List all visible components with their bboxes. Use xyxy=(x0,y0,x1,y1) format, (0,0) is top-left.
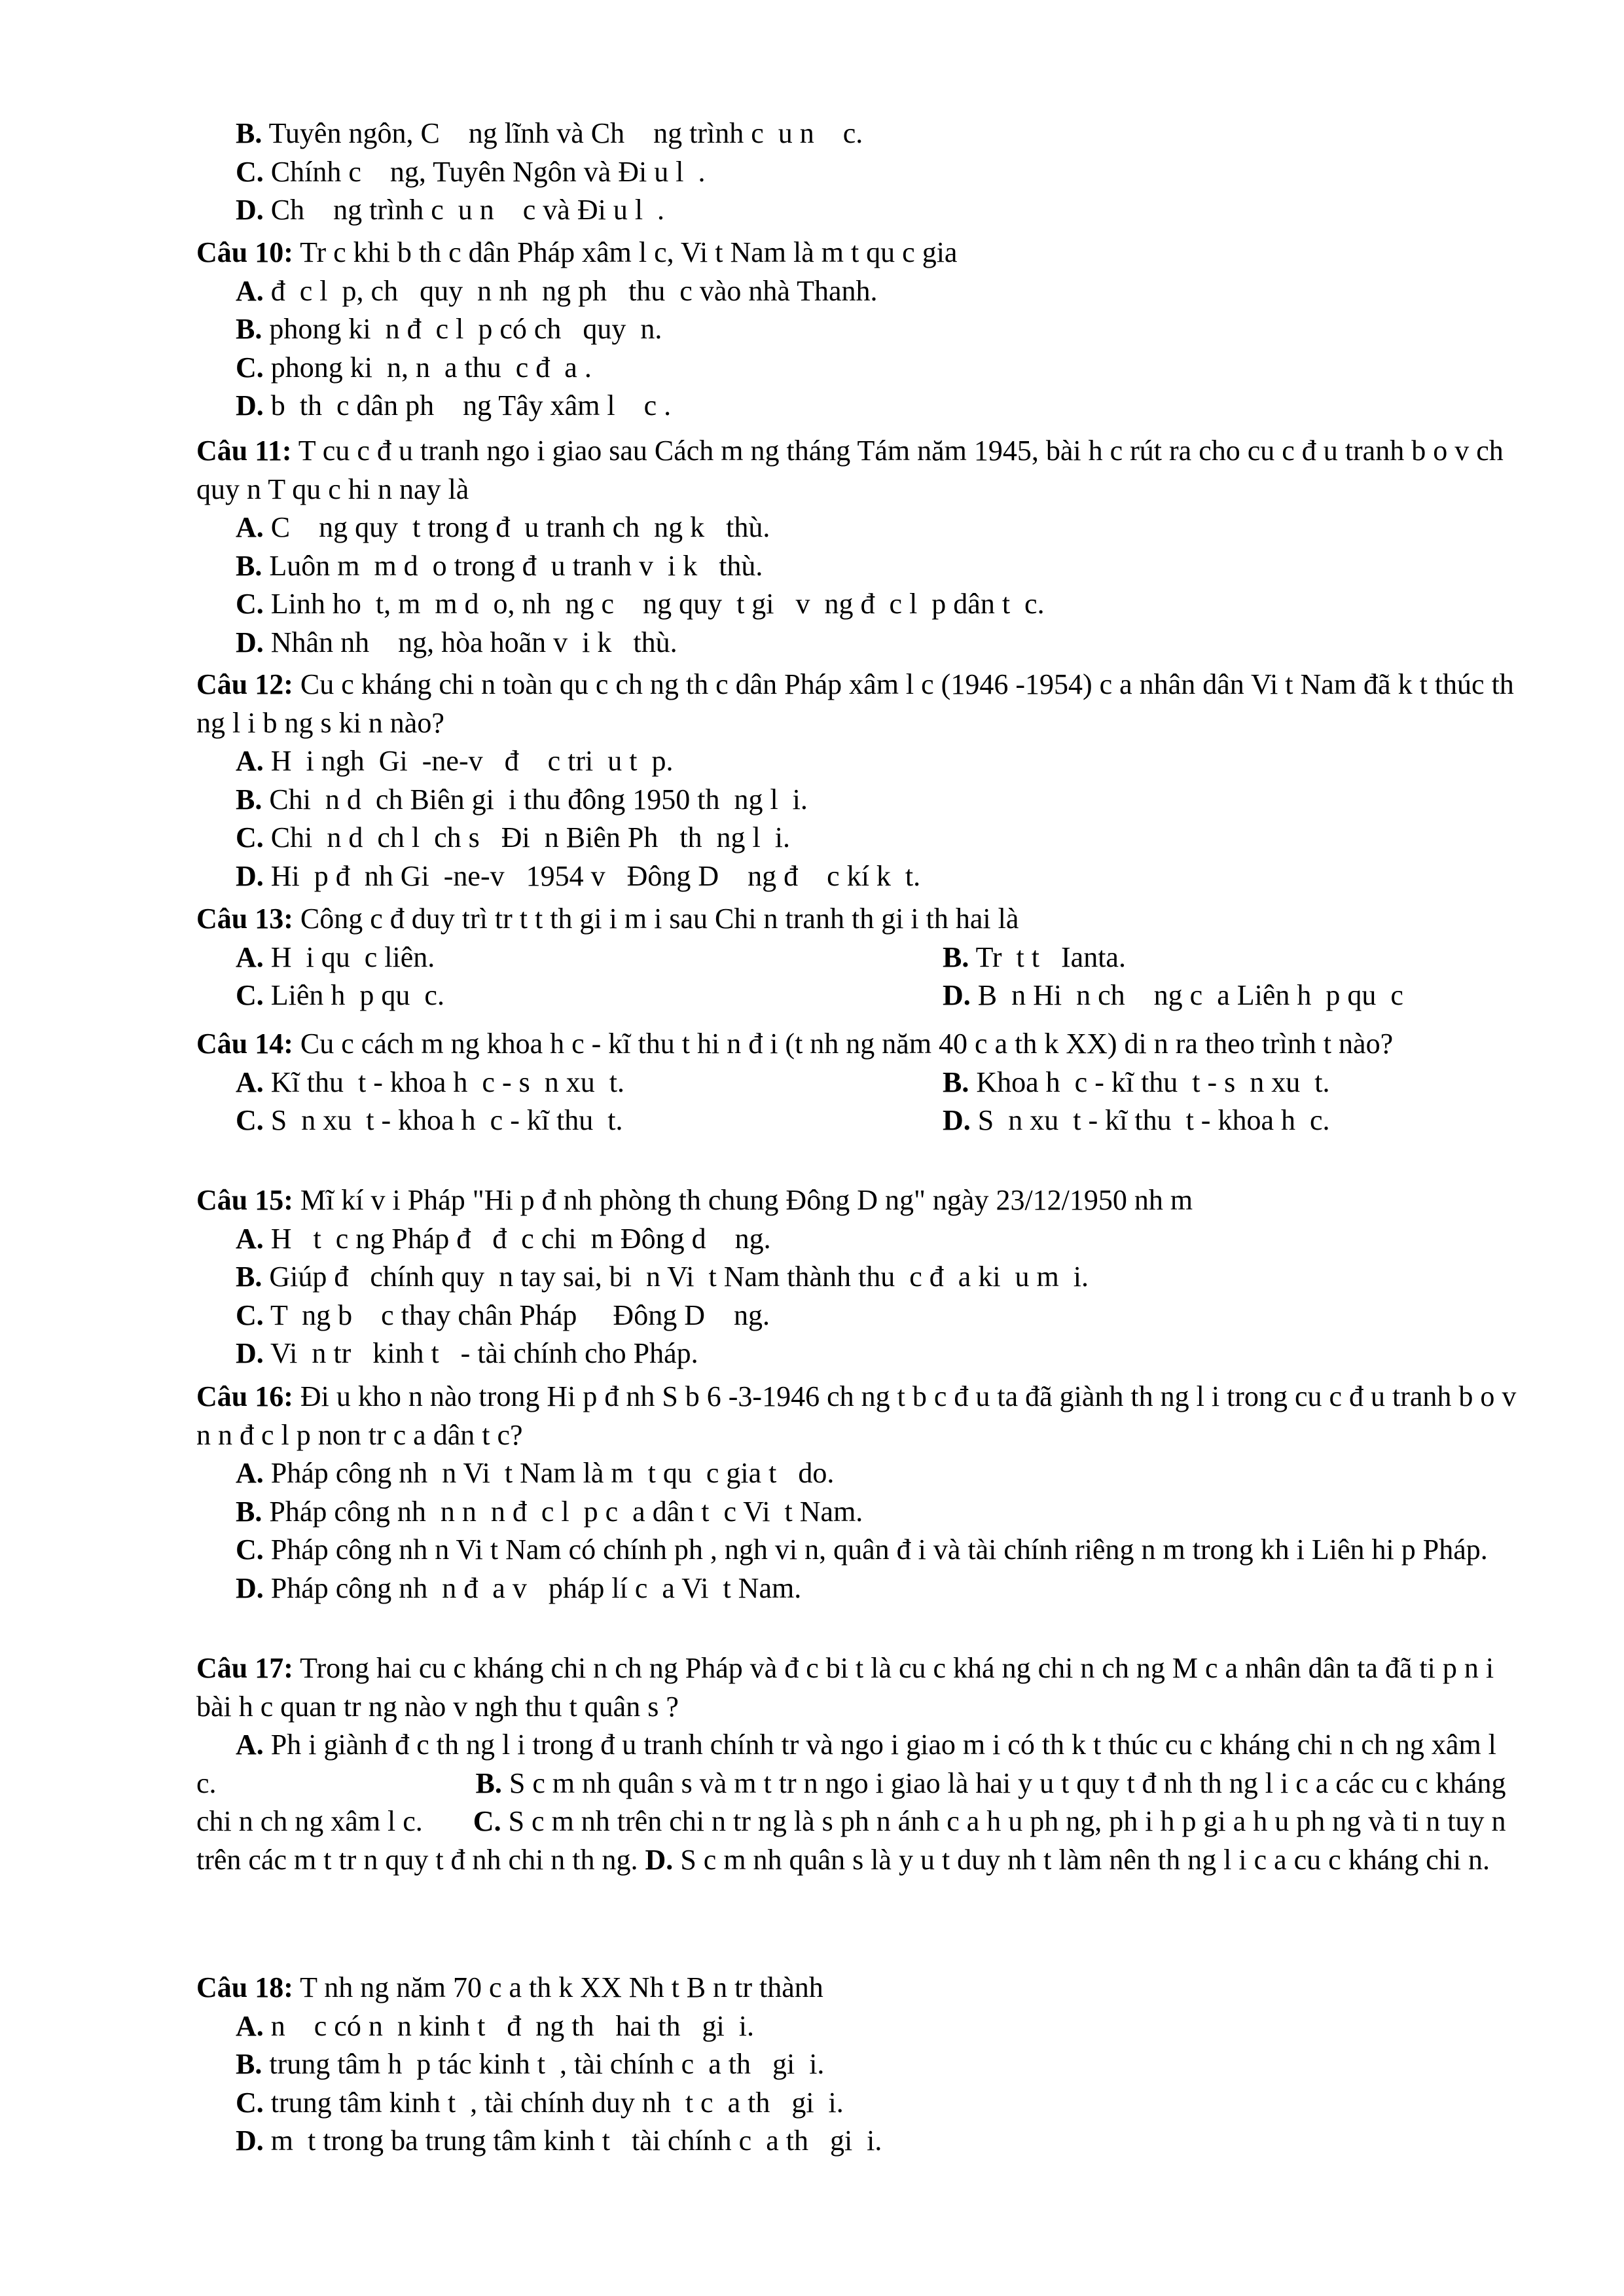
question-label: Câu 15: xyxy=(196,1184,293,1216)
option-text: B n Hi n ch ng c a Liên h p qu c xyxy=(977,979,1403,1011)
question-17 xyxy=(196,1649,1519,1879)
option-text: Tr t t Ianta. xyxy=(975,941,1126,973)
option-text: Pháp công nh n Vi t Nam có chính ph , ngh vi n, quân đ i và tài chính riêng n m trong kh i Liên hi p Pháp. xyxy=(270,1534,1488,1566)
option-label: D. xyxy=(943,979,971,1011)
option-text: S c m nh quân s và m t tr n ngo i giao là hai y u t quy t đ nh th ng l i c a các cu c kháng chi n ch ng xâm l c. xyxy=(196,1767,1506,1837)
option-text: Nhân nh ng, hòa hoãn v i k thù. xyxy=(270,626,677,658)
option-label: A. xyxy=(236,1729,264,1761)
option-a xyxy=(236,742,1519,781)
option-text: H i ngh Gi -ne-v đ c tri u t p. xyxy=(270,745,674,777)
option-text: S n xu t - kĩ thu t - khoa h c. xyxy=(977,1104,1330,1136)
option-label: B. xyxy=(475,1767,502,1799)
option-d xyxy=(236,1335,1519,1373)
option-label: D. xyxy=(943,1104,971,1136)
option-a xyxy=(236,1220,1519,1259)
option-text: Linh ho t, m m d o, nh ng c ng quy t gi v ng đ c l p dân t c. xyxy=(270,588,1045,620)
question-label: Câu 13: xyxy=(196,903,293,935)
option-text: Vi n tr kinh t - tài chính cho Pháp. xyxy=(270,1337,698,1369)
option-label: B. xyxy=(236,2048,262,2080)
option-label: C. xyxy=(236,155,264,188)
option-label: B. xyxy=(236,1261,262,1293)
option-label: C. xyxy=(236,1104,264,1136)
option-text: n c có n n kinh t đ ng th hai th gi i. xyxy=(270,2009,754,2042)
option-text: C ng quy t trong đ u tranh ch ng k thù. xyxy=(270,511,770,543)
option-label: D. xyxy=(236,389,264,422)
option-label: C. xyxy=(236,351,264,384)
option-text: Ch ng trình c u n c và Đi u l . xyxy=(270,194,665,226)
option-text: Pháp công nh n Vi t Nam là m t qu c gia t do. xyxy=(270,1457,835,1489)
question-text: Trong hai cu c kháng chi n ch ng Pháp và đ c bi t là cu c khá ng chi n ch ng M c a nhân dân ta đã ti p n i bài h c quan tr ng nào v ngh thu t quân s ? xyxy=(196,1652,1494,1723)
option-b xyxy=(236,781,1519,819)
question-stem xyxy=(196,900,1519,939)
option-label: C. xyxy=(236,2086,264,2119)
question-9-option-d xyxy=(236,191,1519,230)
option-text: Giúp đ chính quy n tay sai, bi n Vi t Nam thành thu c đ a ki u m i. xyxy=(269,1261,1089,1293)
question-text: Tr c khi b th c dân Pháp xâm l c, Vi t Nam là m t qu c gia xyxy=(300,236,958,268)
option-label: A. xyxy=(236,941,264,973)
option-label: B. xyxy=(236,549,262,582)
option-label: C. xyxy=(236,1299,264,1331)
option-text: Pháp công nh n n n đ c l p c a dân t c Vi t Nam. xyxy=(269,1495,863,1528)
option-label: D. xyxy=(236,859,264,892)
option-c xyxy=(196,1531,1519,1570)
question-label: Câu 14: xyxy=(196,1028,293,1060)
option-c xyxy=(236,1102,943,1140)
option-label: C. xyxy=(236,979,264,1011)
option-d xyxy=(236,857,1519,896)
option-label: A. xyxy=(236,1066,264,1098)
question-stem xyxy=(196,234,1519,272)
question-13 xyxy=(196,900,1519,1015)
option-b xyxy=(236,1493,1519,1532)
option-text: m t trong ba trung tâm kinh t tài chính c a th gi i. xyxy=(270,2125,882,2157)
option-text: T ng b c thay chân Pháp Đông D ng. xyxy=(270,1299,770,1331)
options-grid xyxy=(236,1064,1519,1140)
question-label: Câu 11: xyxy=(196,435,292,467)
question-label: Câu 10: xyxy=(196,236,293,268)
option-label: D. xyxy=(236,2125,264,2157)
option-c xyxy=(236,2084,1519,2123)
question-label: Câu 17: xyxy=(196,1652,293,1684)
option-b xyxy=(236,310,1519,349)
question-stem xyxy=(196,1649,1519,1726)
question-10 xyxy=(196,234,1519,425)
option-label: B. xyxy=(236,1495,262,1528)
question-text: Cu c kháng chi n toàn qu c ch ng th c dân Pháp xâm l c (1946 -1954) c a nhân dân Vi t Nam đã k t thúc th ng l i b ng s ki n nào? xyxy=(196,668,1514,739)
question-text: Công c đ duy trì tr t t th gi i m i sau Chi n tranh th gi i th hai là xyxy=(300,903,1019,935)
question-stem xyxy=(196,1181,1519,1220)
option-label: A. xyxy=(236,745,264,777)
question-12 xyxy=(196,666,1519,895)
option-text: Chính c ng, Tuyên Ngôn và Đi u l . xyxy=(270,155,706,188)
question-label: Câu 18: xyxy=(196,1971,293,2003)
option-c xyxy=(236,585,1519,624)
option-label: C. xyxy=(236,821,264,853)
question-text: Mĩ kí v i Pháp "Hi p đ nh phòng th chung Đông D ng" ngày 23/12/1950 nh m xyxy=(300,1184,1193,1216)
option-a xyxy=(236,509,1519,547)
question-text: Cu c cách m ng khoa h c - kĩ thu t hi n đ i (t nh ng năm 40 c a th k XX) di n ra theo trình t nào? xyxy=(300,1028,1394,1060)
question-stem xyxy=(196,666,1519,742)
option-label: A. xyxy=(236,1457,264,1489)
question-15 xyxy=(196,1181,1519,1373)
option-b xyxy=(236,2045,1519,2084)
option-a xyxy=(236,272,1519,311)
option-text: Hi p đ nh Gi -ne-v 1954 v Đông D ng đ c kí k t. xyxy=(270,859,921,892)
option-text: Chi n d ch Biên gi i thu đông 1950 th ng l i. xyxy=(269,783,808,816)
question-17-options xyxy=(196,1726,1519,1879)
option-label: A. xyxy=(236,1222,264,1255)
question-stem xyxy=(196,432,1519,509)
option-text: Liên h p qu c. xyxy=(270,979,444,1011)
option-text: Chi n d ch l ch s Đi n Biên Ph th ng l i. xyxy=(270,821,791,853)
option-d xyxy=(645,1844,1490,1876)
option-text: phong ki n, n a thu c đ a . xyxy=(270,351,592,384)
option-label: D. xyxy=(236,626,264,658)
option-text: trung tâm h p tác kinh t , tài chính c a th gi i. xyxy=(269,2048,825,2080)
option-text: Ph i giành đ c th ng l i trong đ u tranh chính tr và ngo i giao m i có th k t thúc cu c kháng chi n ch ng xâm l c. xyxy=(196,1729,1496,1799)
option-label: D. xyxy=(236,1337,264,1369)
option-text: H t c ng Pháp đ đ c chi m Đông d ng. xyxy=(270,1222,771,1255)
option-text: H i qu c liên. xyxy=(270,941,435,973)
question-text: Đi u kho n nào trong Hi p đ nh S b 6 -3-1946 ch ng t b c đ u ta đã giành th ng l i trong cu c đ u tranh b o v n n đ c l p non tr c a dân t c? xyxy=(196,1380,1517,1451)
options-grid xyxy=(236,939,1519,1015)
option-d xyxy=(236,624,1519,662)
option-text: S c m nh quân s là y u t duy nh t làm nên th ng l i c a cu c kháng chi n. xyxy=(680,1843,1490,1876)
question-11 xyxy=(196,432,1519,662)
question-stem xyxy=(196,1378,1519,1454)
question-stem xyxy=(196,1025,1519,1064)
option-c xyxy=(236,1297,1519,1335)
option-text: Pháp công nh n đ a v pháp lí c a Vi t Nam. xyxy=(270,1571,802,1604)
option-text: Tuyên ngôn, C ng lĩnh và Ch ng trình c u n c. xyxy=(268,117,863,149)
option-text: phong ki n đ c l p có ch quy n. xyxy=(269,313,662,345)
option-text: S n xu t - khoa h c - kĩ thu t. xyxy=(270,1104,623,1136)
option-text: S c m nh trên chi n tr ng là s ph n ánh c a h u ph ng, ph i h p gi a h u ph ng và ti n tuy n trên các m t tr n quy t đ nh chi n th ng. xyxy=(196,1805,1506,1876)
option-label: C. xyxy=(236,588,264,620)
option-c xyxy=(236,349,1519,387)
question-label: Câu 12: xyxy=(196,668,293,700)
option-label: C. xyxy=(473,1805,501,1837)
option-text: trung tâm kinh t , tài chính duy nh t c a th gi i. xyxy=(270,2086,844,2119)
option-label: B. xyxy=(236,117,262,149)
option-label: D. xyxy=(236,194,264,226)
option-d xyxy=(943,1102,1519,1140)
question-18 xyxy=(196,1969,1519,2161)
option-text: đ c l p, ch quy n nh ng ph thu c vào nhà Thanh. xyxy=(270,274,878,307)
question-stem xyxy=(196,1969,1519,2007)
option-label: A. xyxy=(236,511,264,543)
option-a xyxy=(236,2007,1519,2046)
question-9-option-b xyxy=(236,115,1519,153)
option-d xyxy=(943,977,1519,1015)
question-text: T nh ng năm 70 c a th k XX Nh t B n tr thành xyxy=(300,1971,823,2003)
option-label: D. xyxy=(645,1843,674,1876)
question-text: T cu c đ u tranh ngo i giao sau Cách m ng tháng Tám năm 1945, bài h c rút ra cho cu c đ u tranh b o v ch quy n T qu c hi n nay là xyxy=(196,435,1504,505)
question-label: Câu 16: xyxy=(196,1380,293,1412)
option-text: b th c dân ph ng Tây xâm l c . xyxy=(270,389,672,422)
option-text: Luôn m m d o trong đ u tranh v i k thù. xyxy=(269,549,763,582)
option-d xyxy=(236,2122,1519,2161)
option-label: B. xyxy=(943,941,969,973)
option-b xyxy=(236,547,1519,586)
option-d xyxy=(236,387,1519,425)
option-text: Kĩ thu t - khoa h c - s n xu t. xyxy=(270,1066,624,1098)
option-label: A. xyxy=(236,274,264,307)
option-b xyxy=(943,939,1519,977)
question-9-option-c xyxy=(236,153,1519,192)
question-14 xyxy=(196,1025,1519,1140)
option-label: A. xyxy=(236,2009,264,2042)
option-a xyxy=(236,1064,943,1102)
option-label: B. xyxy=(236,313,262,345)
option-label: C. xyxy=(236,1534,264,1566)
option-b xyxy=(236,1258,1519,1297)
option-a xyxy=(236,1454,1519,1493)
option-c xyxy=(236,977,943,1015)
option-text: Khoa h c - kĩ thu t - s n xu t. xyxy=(976,1066,1330,1098)
option-a xyxy=(236,939,943,977)
question-9-tail xyxy=(196,115,1519,230)
option-label: B. xyxy=(236,783,262,816)
option-b xyxy=(943,1064,1519,1102)
option-label: B. xyxy=(943,1066,969,1098)
option-c xyxy=(236,819,1519,857)
question-16 xyxy=(196,1378,1519,1607)
option-d xyxy=(236,1570,1519,1608)
option-label: D. xyxy=(236,1571,264,1604)
